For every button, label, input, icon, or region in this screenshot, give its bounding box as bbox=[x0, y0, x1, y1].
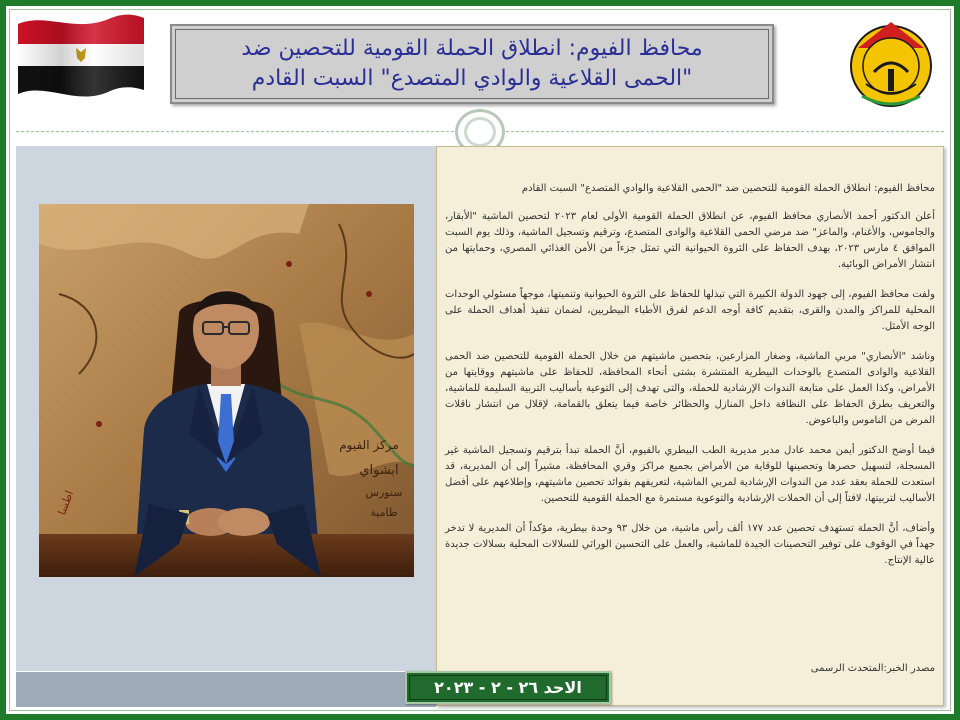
fayoum-governorate-logo-icon bbox=[836, 14, 946, 114]
title-line-2: "الحمى القلاعية والوادي المتصدع" السبت القادم bbox=[251, 66, 693, 91]
article-paragraph: وأضاف، أنَّ الحملة تستهدف تحصين عدد ١٧٧ ألف رأس ماشية، من خلال ٩٣ وحدة بيطرية، مؤكداً أن المديرية لا تدخر جهداً في الوقوف على توفير التحصينات الجيدة للماشية، والعمل على التحسين الوراثي للسلالات المحلية بسلالات جديدة عالية الإنتاج. bbox=[445, 523, 935, 566]
map-label: اطسا bbox=[55, 488, 77, 517]
article-panel bbox=[436, 146, 944, 706]
news-photo bbox=[39, 204, 414, 577]
title-line-1: محافظ الفيوم: انطلاق الحملة القومية للتحصين ضد bbox=[241, 36, 703, 61]
egypt-flag-icon bbox=[16, 10, 146, 102]
map-label: ابشواي bbox=[359, 463, 399, 478]
article-paragraph: وناشد "الأنصاري" مربي الماشية، وصغار المزارعين، بتحصين ماشيتهم من خلال الحملة القومية للتحصين ضد الحمى القلاعية والوادى المتصدع بالوحدات البيطرية المنتشرة بشتى أنحاء المحافظة، للحفاظ على ماشيتهم ووقايتها من الأمراض، وكذا العمل على متابعة الندوات الإرشادية للحملة، والتى تهدف إلى التوعية بأساليب التربية السليمة للماشية، والتعريف بطرق الحفاظ على النظافة داخل المنازل والحظائر خاصة فيما يتعلق بالقمامة، لإقلال من انتشار ناقلات المرض من الناموس والباعوض. bbox=[445, 351, 935, 426]
map-label: طامية bbox=[370, 506, 398, 519]
article-paragraph: أعلن الدكتور أحمد الأنصاري محافظ الفيوم، عن انطلاق الحملة القومية الأولى لعام ٢٠٢٣ لتحصين الماشية "الأبقار، والجاموس، والأغنام، والماعز" ضد مرضي الحمى القلاعية والوادى المتصدع، وترقيم وتسجيل الماشية، وذلك يوم السبت الموافق ٤ مارس ٢٠٢٣، بهدف الحفاظ على الثروة الحيوانية التي تمثل جزءاً من الأمن الغذائي المصري، وحمايتها من انتشار الأمراض الوبائية. bbox=[445, 211, 936, 270]
news-source: مصدر الخبر:المتحدث الرسمى bbox=[810, 663, 935, 674]
page-title bbox=[170, 24, 774, 104]
article-headline: محافظ الفيوم: انطلاق الحملة القومية للتحصين ضد "الحمى القلاعية والوادي المتصدع" السبت القادم bbox=[521, 183, 935, 194]
photo-panel-footer bbox=[16, 672, 436, 707]
official-portrait-image bbox=[39, 204, 414, 577]
map-label: سنورس bbox=[365, 486, 403, 499]
article-paragraph: ولفت محافظ الفيوم، إلى جهود الدولة الكبيرة التي تبذلها للحفاظ على الثروة الحيوانية وتنميتها، موجهاً مسئولي الوحدات المحلية للمراكز والمدن والقرى، بتقديم كافة أوجه الدعم لفرق الأطباء البيطريين، لضمان تنفيذ أهداف الحملة على الوجه الأمثل. bbox=[445, 289, 935, 332]
article-paragraph: فيما أوضح الدكتور أيمن محمد عادل مدير مديرية الطب البيطري بالفيوم، أنَّ الحملة تبدأ بترقيم وتسجيل الماشية غير المسجلة، لتسهيل حصرها وتحصينها للوقاية من الأمراض بجميع مراكز وقري المحافظة، مشيراً إلى أن المديرية، قد استعدت للحملة بعقد عدد من الندوات الإرشادية لمربي الماشية، لتعريفهم بفوائد تحصين ماشيتهم، وإطلاعهم على أفضل الأساليب لتربيتها، لافتاً إلى أن الحملات الإرشادية والتوعوية مستمرة مع الحملة القومية للتحصين. bbox=[445, 445, 935, 504]
date-badge: الاحد ٢٦ - ٢ - ٢٠٢٣ bbox=[405, 671, 611, 704]
map-label: مركز الفيوم bbox=[339, 438, 399, 452]
